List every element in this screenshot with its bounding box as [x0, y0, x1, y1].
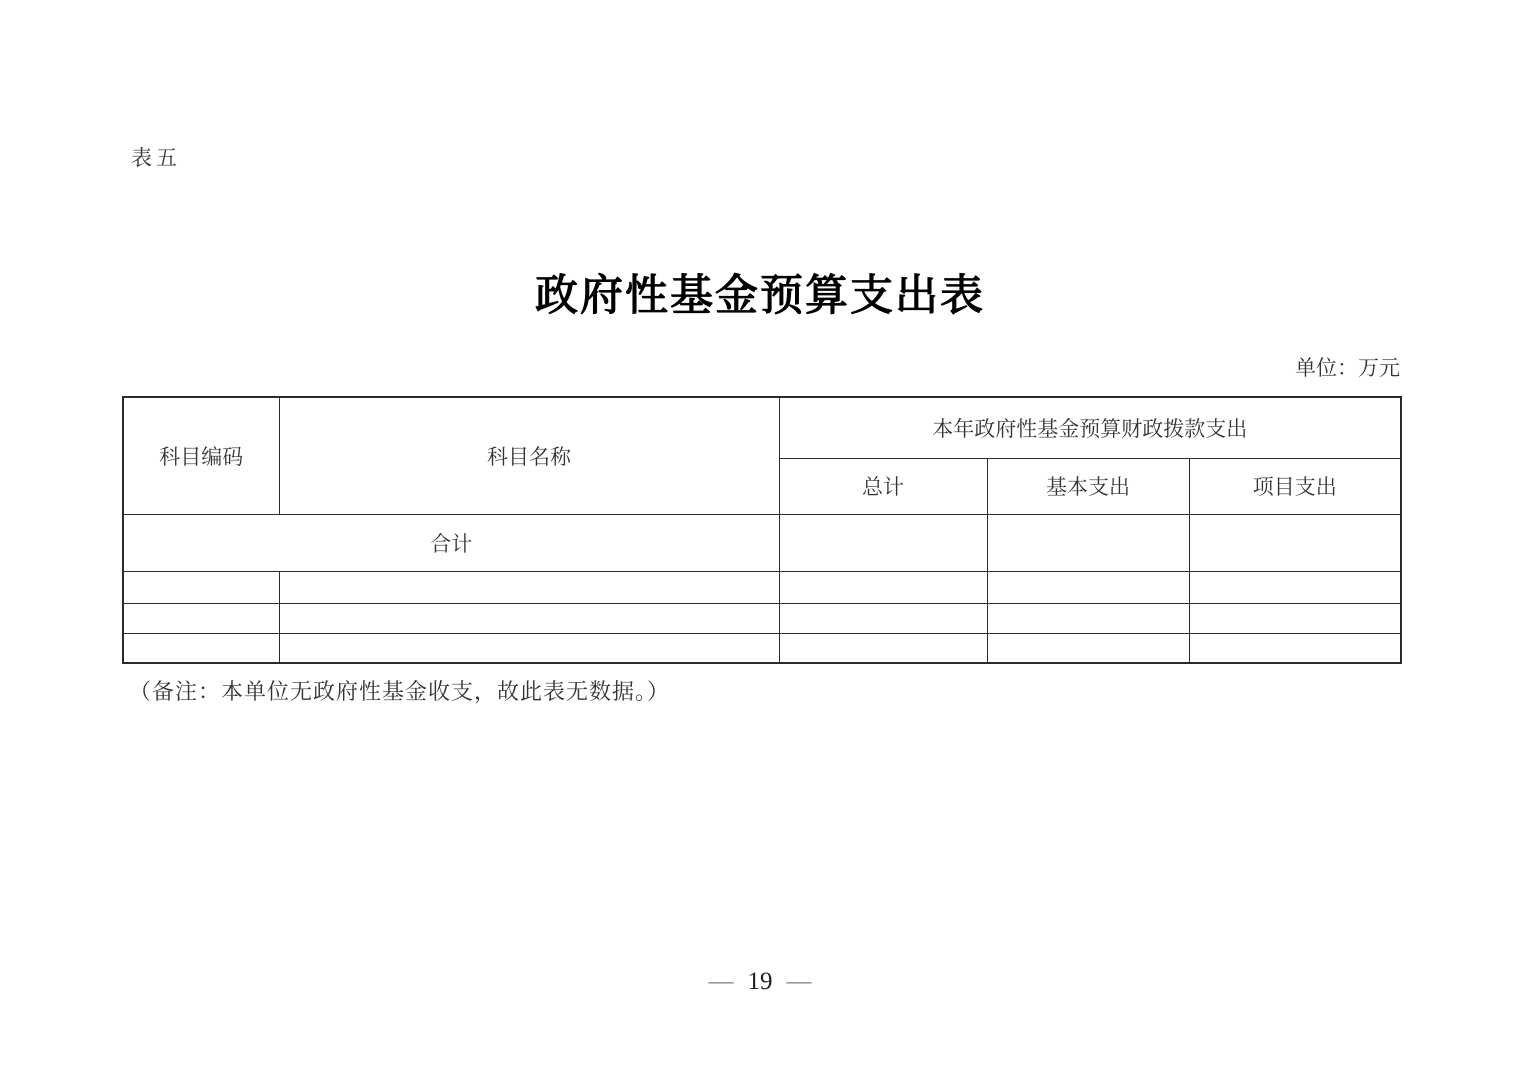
header-project-expenditure: 项目支出 — [1189, 458, 1401, 514]
page-number-dash-left: — — [708, 968, 734, 995]
table-cell — [779, 603, 987, 633]
table-cell — [1189, 633, 1401, 663]
total-row-basic-cell — [987, 514, 1189, 571]
header-subject-name: 科目名称 — [279, 397, 779, 514]
table-cell — [279, 603, 779, 633]
header-fund-expenditure-group: 本年政府性基金预算财政拨款支出 — [779, 397, 1401, 458]
page-title: 政府性基金预算支出表 — [535, 273, 985, 320]
total-row-total-cell — [779, 514, 987, 571]
table-cell — [279, 571, 779, 603]
page-number — [0, 968, 1520, 996]
table-row — [123, 603, 1401, 633]
header-basic-expenditure: 基本支出 — [987, 458, 1189, 514]
table-cell — [123, 633, 279, 663]
table-row — [123, 571, 1401, 603]
table-cell — [123, 603, 279, 633]
table-label: 表五 — [131, 146, 181, 170]
header-total: 总计 — [779, 458, 987, 514]
total-row — [123, 514, 1401, 571]
table-cell — [779, 633, 987, 663]
table-cell — [987, 571, 1189, 603]
unit-note: 单位：万元 — [1295, 356, 1400, 380]
table-cell — [123, 571, 279, 603]
table-cell — [987, 633, 1189, 663]
page-number-value: 19 — [747, 968, 773, 995]
table-cell — [1189, 603, 1401, 633]
footnote: （备注：本单位无政府性基金收支，故此表无数据。） — [129, 679, 671, 704]
table-cell — [279, 633, 779, 663]
total-row-label: 合计 — [123, 514, 779, 571]
table-cell — [1189, 571, 1401, 603]
page-number-dash-right: — — [786, 968, 812, 995]
table-cell — [987, 603, 1189, 633]
table-row — [123, 633, 1401, 663]
total-row-project-cell — [1189, 514, 1401, 571]
budget-table — [122, 396, 1402, 664]
table-cell — [779, 571, 987, 603]
header-subject-code: 科目编码 — [123, 397, 279, 514]
table-header-row-1 — [123, 397, 1401, 458]
